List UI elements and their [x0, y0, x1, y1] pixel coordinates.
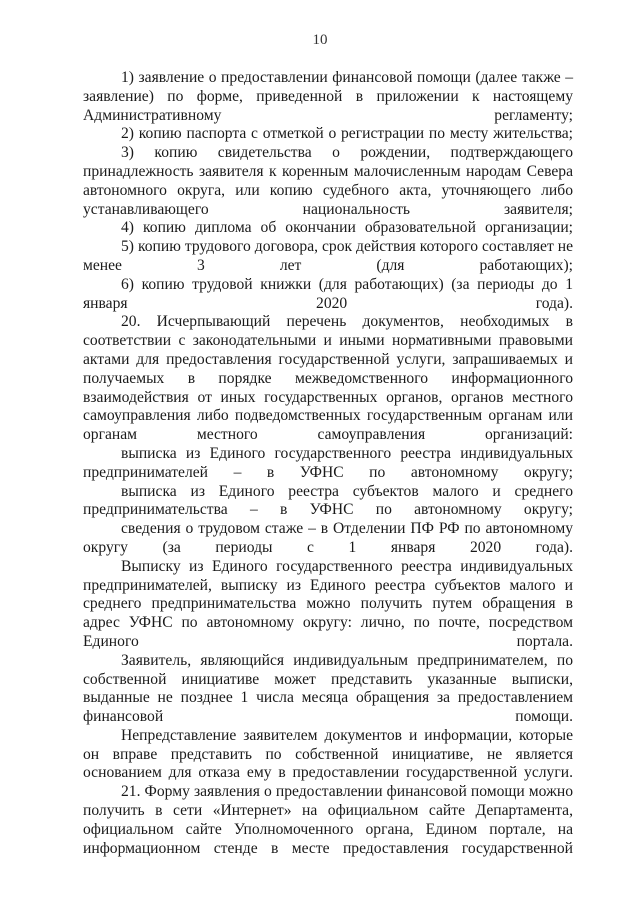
clause-20-item-work-record: сведения о трудовом стаже – в Отделении ПФ РФ по автономному округу (за периоды с 1 января 2020 года). — [83, 520, 573, 556]
list-item-5: 5) копию трудового договора, срок действия которого составляет не менее 3 лет (для работающих); — [83, 238, 573, 274]
clause-20: 20. Исчерпывающий перечень документов, необходимых в соответствии с законодательными и иными нормативными правовыми актами для предоставления государственной услуги, запрашиваемых и получаемых в порядке межведомственного информационного взаимодействия от иных государственных органов, органов местного самоуправления либо подведомственных государственным органам или органам местного самоуправления организаций: — [83, 313, 573, 444]
list-item-4: 4) копию диплома об окончании образовательной организации; — [121, 219, 573, 237]
list-item-3: 3) копию свидетельства о рождении, подтверждающего принадлежность заявителя к коренным малочисленным народам Севера автономного округа, или копию судебного акта, уточняющего либо устанавливающего национальность заявителя; — [83, 144, 573, 218]
list-item-6: 6) копию трудовой книжки (для работающих) (за периоды до 1 января 2020 года). — [83, 275, 573, 312]
page-number: 10 — [312, 32, 328, 48]
clause-20-item-sme-register: выписка из Единого реестра субъектов малого и среднего предпринимательства – в УФНС по автономному округу; — [83, 482, 573, 519]
paragraph-extract-how-to-obtain: Выписку из Единого государственного реестра индивидуальных предпринимателей, выписку из Единого реестра субъектов малого и среднего предпринимательства можно получить путем обращения в адрес УФНС по автономному округу: лично, по почте, посредством Единого портала. — [83, 557, 573, 650]
clause-21: 21. Форму заявления о предоставлении финансовой помощи можно получить в сети «Интернет» на официальном сайте Департамента, официальном сайте Уполномоченного органа, Едином портале, на информационном стенде в месте предоставления государственной — [83, 783, 573, 857]
document-body — [83, 69, 573, 858]
list-item-1: 1) заявление о предоставлении финансовой помощи (далее также – заявление) по форме, приведенной в приложении к настоящему Административному регламенту; — [83, 69, 573, 124]
paragraph-entrepreneur-initiative: Заявитель, являющийся индивидуальным предпринимателем, по собственной инициативе может представить указанные выписки, выданные не позднее 1 числа месяца обращения за предоставлением финансовой помощи. — [83, 651, 573, 726]
paragraph-non-submission: Непредставление заявителем документов и информации, которые он вправе представить по собственной инициативе, не является основанием для отказа ему в предоставлении государственной услуги. — [83, 726, 573, 782]
clause-20-item-egrip: выписка из Единого государственного реестра индивидуальных предпринимателей – в УФНС по автономному округу; — [83, 444, 573, 481]
list-item-2: 2) копию паспорта с отметкой о регистрации по месту жительства; — [121, 125, 573, 143]
